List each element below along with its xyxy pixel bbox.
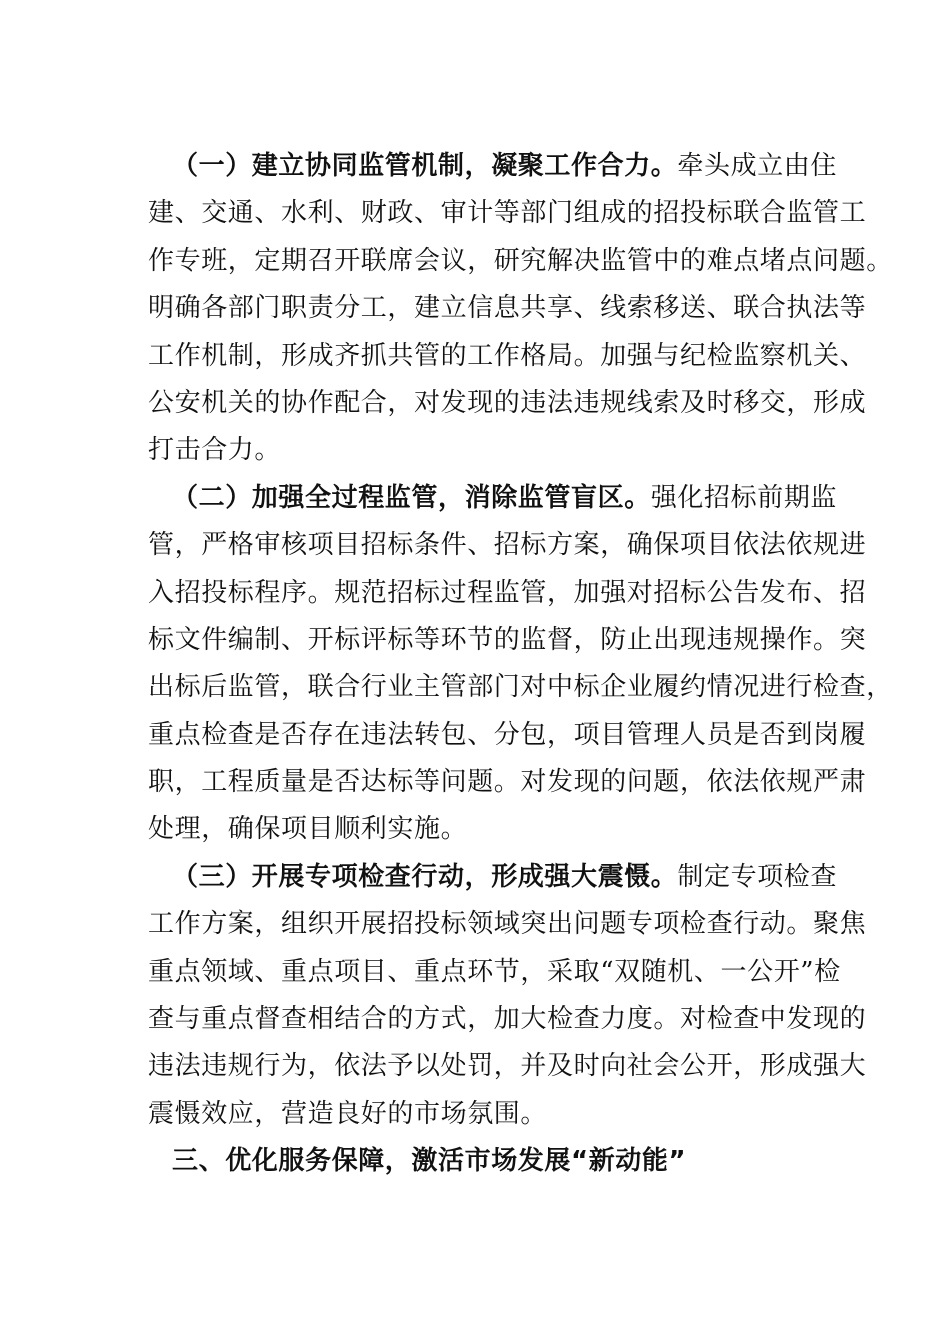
paragraph-3-line-6: 震慑效应，营造良好的市场氛围。 <box>148 1098 548 1129</box>
paragraph-2-line-7: 职，工程质量是否达标等问题。对发现的问题，依法依规严肃 <box>148 767 867 798</box>
paragraph-1-heading: （一）建立协同监管机制，凝聚工作合力。 <box>172 151 678 181</box>
paragraph-2-line-8: 处理，确保项目顺利实施。 <box>148 814 468 845</box>
paragraph-2-line-3: 入招投标程序。规范招标过程监管，加强对招标公告发布、招 <box>148 577 867 608</box>
paragraph-2-line-5: 出标后监管，联合行业主管部门对中标企业履约情况进行检查， <box>148 672 893 703</box>
paragraph-2-line-6: 重点检查是否存在违法转包、分包，项目管理人员是否到岗履 <box>148 719 867 750</box>
paragraph-1-text: 牵头成立由住 <box>677 151 838 181</box>
paragraph-3-heading: （三）开展专项检查行动，形成强大震慑。 <box>172 861 678 892</box>
paragraph-2-text: 强化招标前期监 <box>650 482 838 513</box>
paragraph-1-line-1 <box>148 143 868 190</box>
paragraph-3-line-4: 查与重点督查相结合的方式，加大检查力度。对检查中发现的 <box>148 1004 867 1035</box>
paragraph-3-line-3: 重点领域、重点项目、重点环节，采取“双随机、一公开”检 <box>148 956 841 987</box>
paragraph-2-line-1 <box>148 475 868 522</box>
paragraph-2-line-2: 管，严格审核项目招标条件、招标方案，确保项目依法依规进 <box>148 530 867 561</box>
document-body <box>148 143 893 1186</box>
paragraph-1-line-6: 公安机关的协作配合，对发现的违法违规线索及时移交，形成 <box>148 387 867 418</box>
paragraph-2-line-4: 标文件编制、开标评标等环节的监督，防止出现违规操作。突 <box>148 624 867 655</box>
paragraph-3-line-1 <box>148 854 868 901</box>
paragraph-1-line-7: 打击合力。 <box>148 435 282 466</box>
section-heading: 三、优化服务保障，激活市场发展“新动能” <box>172 1146 687 1177</box>
paragraph-1-line-2: 建、交通、水利、财政、审计等部门组成的招投标联合监管工 <box>148 198 867 229</box>
paragraph-1-line-4: 明确各部门职责分工，建立信息共享、线索移送、联合执法等 <box>148 293 867 324</box>
paragraph-3-text: 制定专项检查 <box>677 861 838 892</box>
paragraph-2-heading: （二）加强全过程监管，消除监管盲区。 <box>172 482 651 513</box>
paragraph-3-line-2: 工作方案，组织开展招投标领域突出问题专项检查行动。聚焦 <box>148 909 867 940</box>
paragraph-1-line-5: 工作机制，形成齐抓共管的工作格局。加强与纪检监察机关、 <box>148 340 867 371</box>
paragraph-1-line-3: 作专班，定期召开联席会议，研究解决监管中的难点堵点问题。 <box>148 245 893 276</box>
paragraph-3-line-5: 违法违规行为，依法予以处罚，并及时向社会公开，形成强大 <box>148 1051 867 1082</box>
